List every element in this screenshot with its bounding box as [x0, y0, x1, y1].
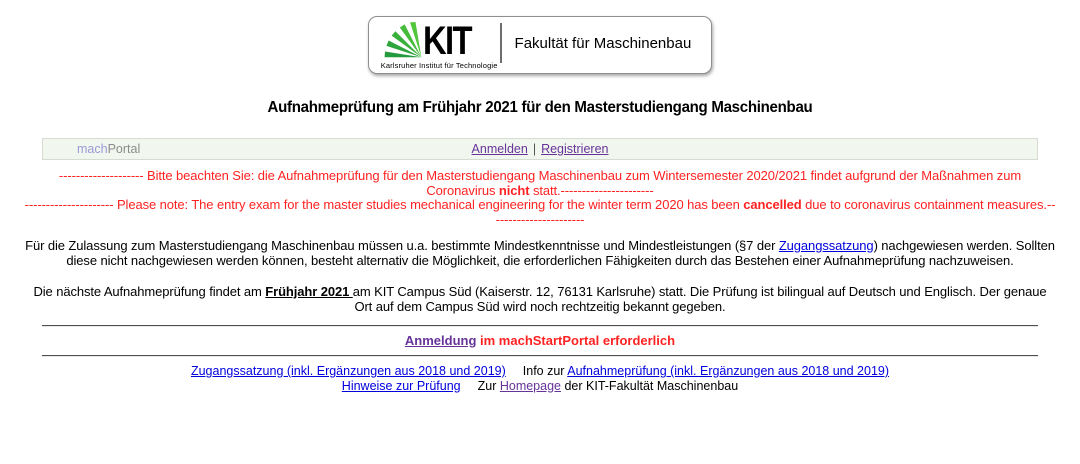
kit-logo-row	[381, 19, 498, 63]
auth-links	[43, 142, 1037, 156]
zur-text: Zur	[477, 378, 500, 393]
page-title: Aufnahmeprüfung am Frühjahr 2021 für den Masterstudiengang Maschinenbau	[267, 99, 813, 116]
exam-date-paragraph	[24, 284, 1056, 314]
admission-text-1: Für die Zulassung zum Masterstudiengang Maschinenbau müssen u.a. bestimmte Mindestkenntnisse und Mindestleistungen (§7 der	[25, 238, 779, 253]
cancellation-notice-english	[24, 198, 1056, 227]
divider-top	[42, 325, 1038, 327]
notice-english-tail: due to coronavirus containment measures.-----------------------	[495, 197, 1056, 227]
registrieren-link[interactable]: Registrieren	[541, 142, 609, 156]
footer-row-1	[0, 364, 1080, 379]
kit-fan-icon	[381, 22, 425, 58]
footer-links	[0, 364, 1080, 393]
exam-text-2: am KIT Campus Süd (Kaiserstr. 12, 76131 Karlsruhe) statt. Die Prüfung ist bilingual auf Deutsch und Englisch. Der genaue Ort auf dem Campus Süd wird noch rechtzeitig bekannt gegeben.	[352, 284, 1047, 314]
admission-paragraph	[24, 238, 1056, 268]
exam-text-1: Die nächste Aufnahmeprüfung findet am	[33, 284, 266, 299]
notice-english-text: --------------------- Please note: The entry exam for the master studies mechanical engineering for the winter term 2020 has been	[24, 197, 744, 212]
notice-german-tail: statt.----------------------	[529, 182, 654, 198]
notice-english-bold: cancelled	[743, 197, 802, 212]
brand-portal: Portal	[107, 142, 141, 156]
hinweise-zur-pruefung-link[interactable]: Hinweise zur Prüfung	[341, 378, 461, 393]
anmelden-link[interactable]: Anmelden	[471, 142, 528, 156]
registration-note	[0, 333, 1080, 348]
kit-logo	[380, 19, 498, 70]
admission-text-2: ) nachgewiesen werden. Sollten diese nicht nachgewiesen werden können, besteht alternativ die Möglichkeit, die erforderlichen Fähigkeiten durch das Bestehen einer Aufnahmeprüfung nachzuweisen.	[66, 238, 1055, 268]
exam-date-highlight: Frühjahr 2021	[265, 284, 353, 299]
footer-row-2-group-2	[478, 379, 739, 393]
header	[0, 0, 1080, 74]
portal-bar	[42, 138, 1038, 160]
info-zur-text: Info zur	[522, 364, 568, 378]
zugangssatzung-inline-link[interactable]: Zugangssatzung	[778, 238, 874, 253]
faculty-footer-text: der KIT-Fakultät Maschinenbau	[561, 378, 739, 393]
cancellation-notice	[24, 169, 1056, 227]
brand-mach: mach	[77, 142, 108, 156]
footer-row-2	[0, 379, 1080, 394]
footer-row-1-group-2	[523, 364, 889, 378]
faculty-name: Fakultät für Maschinenbau	[514, 34, 692, 52]
notice-german-bold: nicht	[498, 182, 530, 198]
notice-german-text: -------------------- Bitte beachten Sie: die Aufnahmeprüfung für den Masterstudiengang Maschinenbau zum Wintersemester 2020/2021 findet aufgrund der Maßnahmen zum Coronavirus	[58, 168, 1022, 198]
zugangssatzung-footer-link[interactable]: Zugangssatzung (inkl. Ergänzungen aus 2018 und 2019)	[190, 364, 506, 378]
registration-note-text: im machStartPortal erforderlich	[476, 333, 676, 348]
kit-wordmark: KIT	[422, 19, 471, 63]
machportal-brand	[77, 142, 140, 156]
cancellation-notice-german	[24, 169, 1056, 198]
homepage-link[interactable]: Homepage	[499, 378, 561, 393]
divider-bottom	[42, 355, 1038, 357]
aufnahmepruefung-info-link[interactable]: Aufnahmeprüfung (inkl. Ergänzungen aus 2018 und 2019)	[567, 364, 890, 378]
kit-caption: Karlsruher Institut für Technologie	[380, 61, 498, 70]
logo-divider	[500, 23, 502, 63]
auth-links-separator: |	[532, 142, 537, 156]
anmeldung-link[interactable]: Anmeldung	[404, 333, 477, 348]
kit-logo-box	[368, 16, 713, 74]
